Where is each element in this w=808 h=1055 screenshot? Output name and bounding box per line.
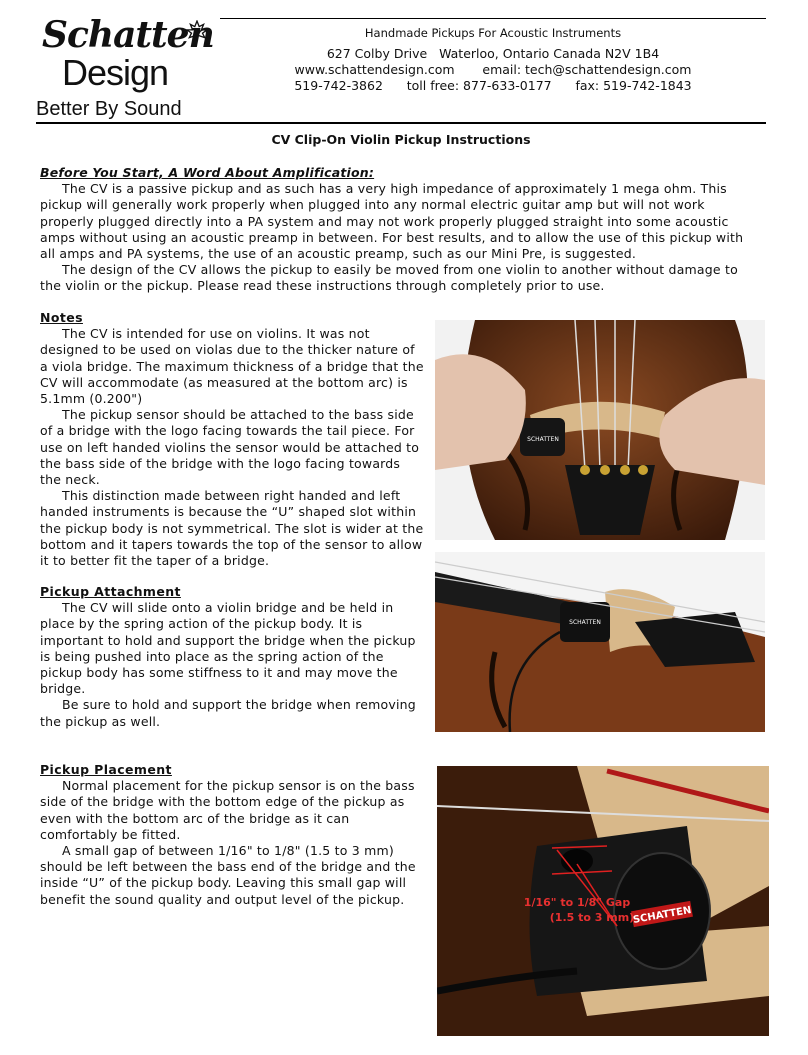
maple-leaf-icon [186, 20, 208, 42]
company-logo [36, 14, 214, 124]
placement-paragraph-1: Normal placement for the pickup sensor is on the bass side of the bridge with the bottom edge of the pickup as even with the bottom arc of the bridge as it can comfortably be fitted. [40, 778, 415, 842]
notes-paragraph-3: This distinction made between right handed and left handed instruments is because the “U” shaped slot within the pickup body is not symmetrical. The slot is wider at the bottom and it tapers towards the top of the sensor to allow it to better fit the taper of a bridge. [40, 488, 424, 569]
notes-heading: Notes [40, 310, 83, 325]
pickup-logo-text: SCHATTEN [527, 436, 559, 443]
notes-paragraph-2: The pickup sensor should be attached to the bass side of a bridge with the logo facing towards the tail piece. For use on left handed violins the sensor would be attached to the bass side of the bridge with the logo facing towards the neck. [40, 407, 420, 488]
notes-section [40, 310, 424, 569]
logo-line1: Schatten [42, 14, 214, 56]
header-address: 627 Colby Drive Waterloo, Ontario Canada N2V 1B4 [326, 46, 660, 61]
attachment-paragraph-1: The CV will slide onto a violin bridge and be held in place by the spring action of the pickup body. It is important to hold and support the bridge when the pickup is being pushed into place as the spring action of the pickup body has some stiffness to it and may move the bridge. [40, 600, 416, 697]
page-title: CV Clip-On Violin Pickup Instructions [271, 132, 531, 147]
intro-section [40, 165, 762, 295]
header-phones: 519-742-3862 toll free: 877-633-0177 fax: 519-742-1843 [294, 78, 692, 93]
title-rule [36, 122, 766, 124]
header-subtitle: Handmade Pickups For Acoustic Instruments [364, 26, 622, 40]
logo-line2: Design [62, 52, 169, 93]
placement-paragraph-2: A small gap of between 1/16" to 1/8" (1.5 to 3 mm) should be left between the bass end of the bridge and the inside “U” of the pickup body. Leaving this small gap will benefit the sound quality and output level of the pickup. [40, 843, 416, 907]
pickup-logo-text-3: SCHATTEN [632, 904, 693, 927]
placement-heading: Pickup Placement [40, 762, 172, 777]
intro-heading: Before You Start, A Word About Amplification: [40, 165, 375, 180]
photo-hands-attaching-pickup-image [435, 320, 765, 540]
placement-section [40, 762, 424, 908]
header-web-email: www.schattendesign.com email: tech@schattendesign.com [294, 62, 692, 77]
header-rule [220, 18, 766, 19]
attachment-heading: Pickup Attachment [40, 584, 181, 599]
intro-paragraph-2: The design of the CV allows the pickup to easily be moved from one violin to another without damage to the violin or the pickup. Please read these instructions through completely prior to use. [40, 262, 738, 294]
attachment-paragraph-2: Be sure to hold and support the bridge when removing the pickup as well. [40, 697, 416, 729]
photo-pickup-attached [435, 552, 765, 732]
logo-tagline: Better By Sound [36, 98, 182, 120]
gap-label-1: 1/16" to 1/8" Gap [523, 896, 631, 909]
attachment-section [40, 584, 424, 730]
photo-pickup-attached-image [435, 552, 765, 732]
photo-pickup-gap-closeup [437, 766, 769, 1036]
intro-paragraph-1: The CV is a passive pickup and as such has a very high impedance of approximately 1 mega ohm. This pickup will generally work properly when plugged into any normal electric guitar amp but will not work properly plugged directly into a PA system and may not work properly plugged straight into some acoustic amps without using an acoustic preamp in between. For best results, and to allow the use of this pickup with all amps and PA systems, the use of an acoustic preamp, such as our Mini Pre, is suggested. [40, 181, 744, 262]
photo-hands-attaching-pickup [435, 320, 765, 540]
notes-paragraph-1: The CV is intended for use on violins. It was not designed to be used on violas due to the thicker nature of a viola bridge. The maximum thickness of a bridge that the CV will accommodate (as measured at the bottom arc) is 5.1mm (0.200") [40, 326, 424, 407]
pickup-logo-text-2: SCHATTEN [569, 619, 601, 626]
photo-pickup-gap-closeup-image [437, 766, 769, 1036]
gap-label-2: (1.5 to 3 mm) [549, 911, 635, 924]
